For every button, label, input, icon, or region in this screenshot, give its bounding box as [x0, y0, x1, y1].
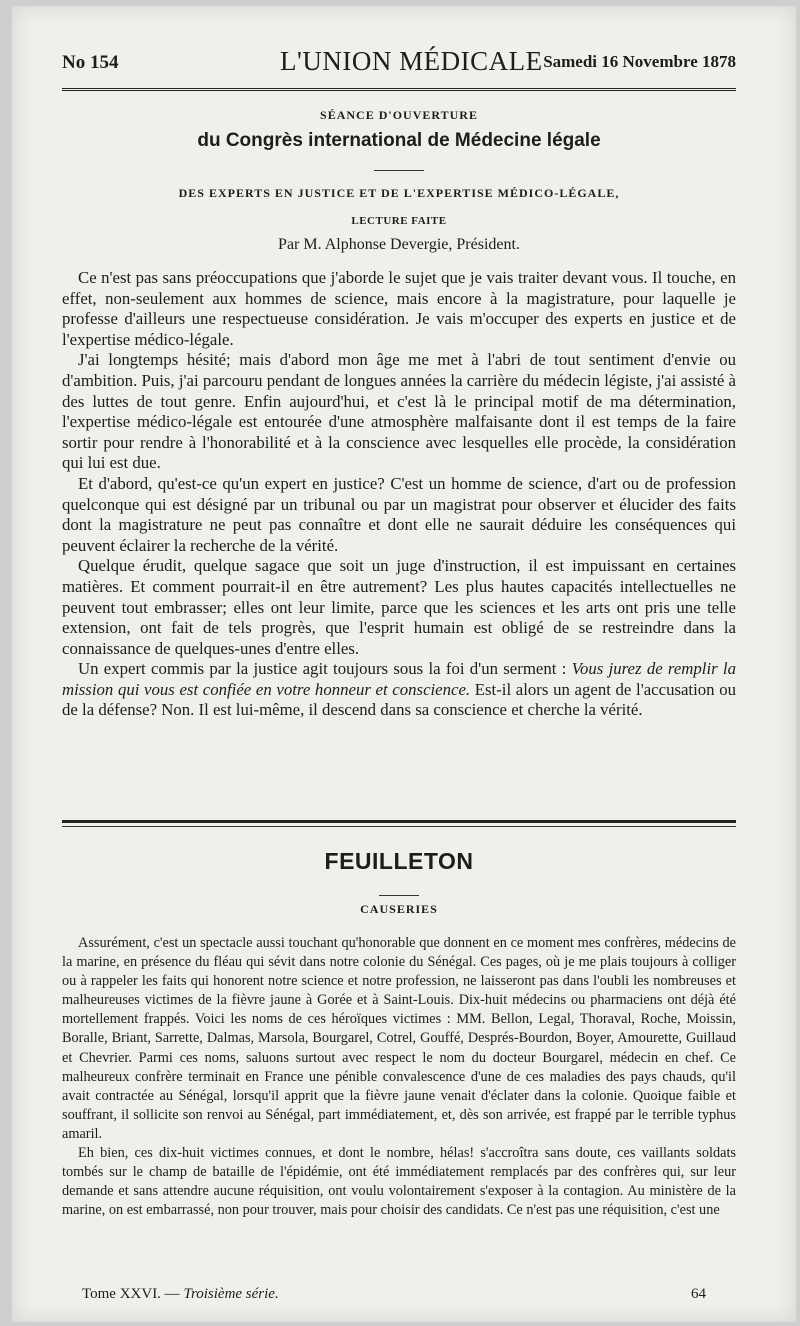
article-paragraph-oath: Un expert commis par la justice agit toujours sous la foi d'un serment : Vous jurez de remplir la mission qui vous est confiée en votre honneur et conscience. Est-il alors un agent de l'accusation ou de la défense? Non. Il est lui-même, il descend dans sa conscience et cherche la vérité. [62, 659, 736, 720]
issue-date: Samedi 16 Novembre 1878 [543, 52, 736, 71]
article-paragraph: Et d'abord, qu'est-ce qu'un expert en justice? C'est un homme de science, d'art ou de profession quelconque qui est désigné par un tribunal ou par un magistrat pour observer et élucider des faits dont la magistrature ne peut pas connaître et dont elle ne saurait déduire les conséquences qui peuvent éclairer la recherche de la vérité. [62, 473, 736, 555]
feuilleton-divider [62, 883, 736, 901]
congress-title: du Congrès international de Médecine légale [197, 130, 601, 151]
feuilleton-paragraph: Assurément, c'est un spectacle aussi touchant qu'honorable que donnent en ce moment mes confrères, médecins de la marine, en présence du fléau qui sévit dans notre colonie du Sénégal. Ces pages, où je me plais toujours à colliger ou à rappeler les faits qui honorent notre science et notre profession, ne laisseront pas dans l'oubli les nombreuses et malheureuses victimes de la fièvre jaune à Gorée et à Saint-Louis. Dix-huit médecins ou pharmaciens ont déjà été mortellement frappés. Voici les noms de ces héroïques victimes : MM. Bellon, Legal, Thoraval, Roche, Moissin, Boralle, Briant, Sarrette, Dalmas, Marsola, Bourgarel, Cotrel, Gouffé, Després-Bourdon, Boyer, Amourette, Guillaud et Chevrier. Parmi ces noms, saluons surtout avec respect le nom du docteur Bourgarel, médecin en chef. Ce malheureux confrère terminait en France une pénible convalescence d'une de ces maladies des pays chauds, qu'il avait contractée au Sénégal, lorsqu'il apprit que la fièvre jaune venait d'éclater dans la colonie. Quoique faible et souffrant, il sollicite son renvoi au Sénégal, part immédiatement, et, dès son arrivée, est frappé par le terrible typhus amaril. [62, 935, 736, 1142]
page-footer [82, 1286, 706, 1303]
series-label: Troisième série. [183, 1286, 279, 1302]
feuilleton-title: FEUILLETON [324, 848, 474, 874]
article-paragraph: Ce n'est pas sans préoccupations que j'aborde le sujet que je vais traiter devant vous. Il touche, en effet, non-seulement aux hommes de science, mais encore à la magistrature, pour laquelle je professe d'ailleurs une respectueuse considération. Je vais m'occuper des experts en justice et de l'expertise médico-légale. [62, 268, 736, 349]
feuilleton-paragraph: Eh bien, ces dix-huit victimes connues, et dont le nombre, hélas! s'accroîtra sans doute, ces vaillants soldats tombés sur le champ de bataille de l'épidémie, ont été immédiatement remplacés par des confrères qui, sur leur demande et sans attendre aucune réquisition, ont voulu volontairement s'exposer à la contagion. Au ministère de la marine, on est embarrassé, non pour trouver, mais pour choisir des candidats. Ce n'est pas une réquisition, c'est une [62, 1145, 736, 1219]
issue-number: No 154 [62, 52, 119, 73]
section-rule-thin [62, 826, 736, 827]
oath-text: Vous jurez de remplir la mission qui vous est confiée en votre honneur et conscience. [62, 659, 736, 699]
article-paragraph: Quelque érudit, quelque sagace que soit un juge d'instruction, il est impuissant en certaines matières. Et comment pourrait-il en être autrement? Les plus hautes capacités intellectuelles ne peuvent tout embrasser; elles ont leur limite, parce que les sciences et les arts ont pris une telle extension, ont fait de tels progrès, que l'esprit humain est obligé de se restreindre dans la connaissance de quelques-unes d'entre elles. [62, 556, 736, 658]
divider [62, 158, 736, 176]
section-rule [62, 820, 736, 823]
feuilleton-subtitle: CAUSERIES [360, 902, 438, 916]
page-header [62, 46, 736, 86]
lecture-label: LECTURE FAITE [351, 215, 447, 227]
newspaper-page [12, 6, 796, 1322]
subject-title: DES EXPERTS EN JUSTICE ET DE L'EXPERTISE MÉDICO-LÉGALE, [178, 186, 620, 200]
section-label: SÉANCE D'OUVERTURE [320, 108, 478, 122]
journal-title: L'UNION MÉDICALE [280, 46, 543, 76]
feuilleton-body [62, 934, 736, 1220]
article-body [62, 268, 736, 721]
article-paragraph: J'ai longtemps hésité; mais d'abord mon âge me met à l'abri de tout sentiment d'envie ou d'ambition. Puis, j'ai parcouru pendant de longues années la carrière du médecin légiste, j'ai assisté à des luttes de tout genre. Enfin aujourd'hui, et c'est là le principal motif de ma détermination, l'expertise médico-légale est entourée d'une atmosphère malfaisante dont il est temps de la faire sortir pour rendre à l'honorabilité et à la conscience avec lesquelles elle procède, la considération qui lui est due. [62, 350, 736, 473]
volume-label: Tome XXVI. — [82, 1286, 184, 1302]
header-rule [62, 88, 736, 91]
author-line: Par M. Alphonse Devergie, Président. [278, 236, 520, 253]
page-number: 64 [691, 1286, 706, 1302]
